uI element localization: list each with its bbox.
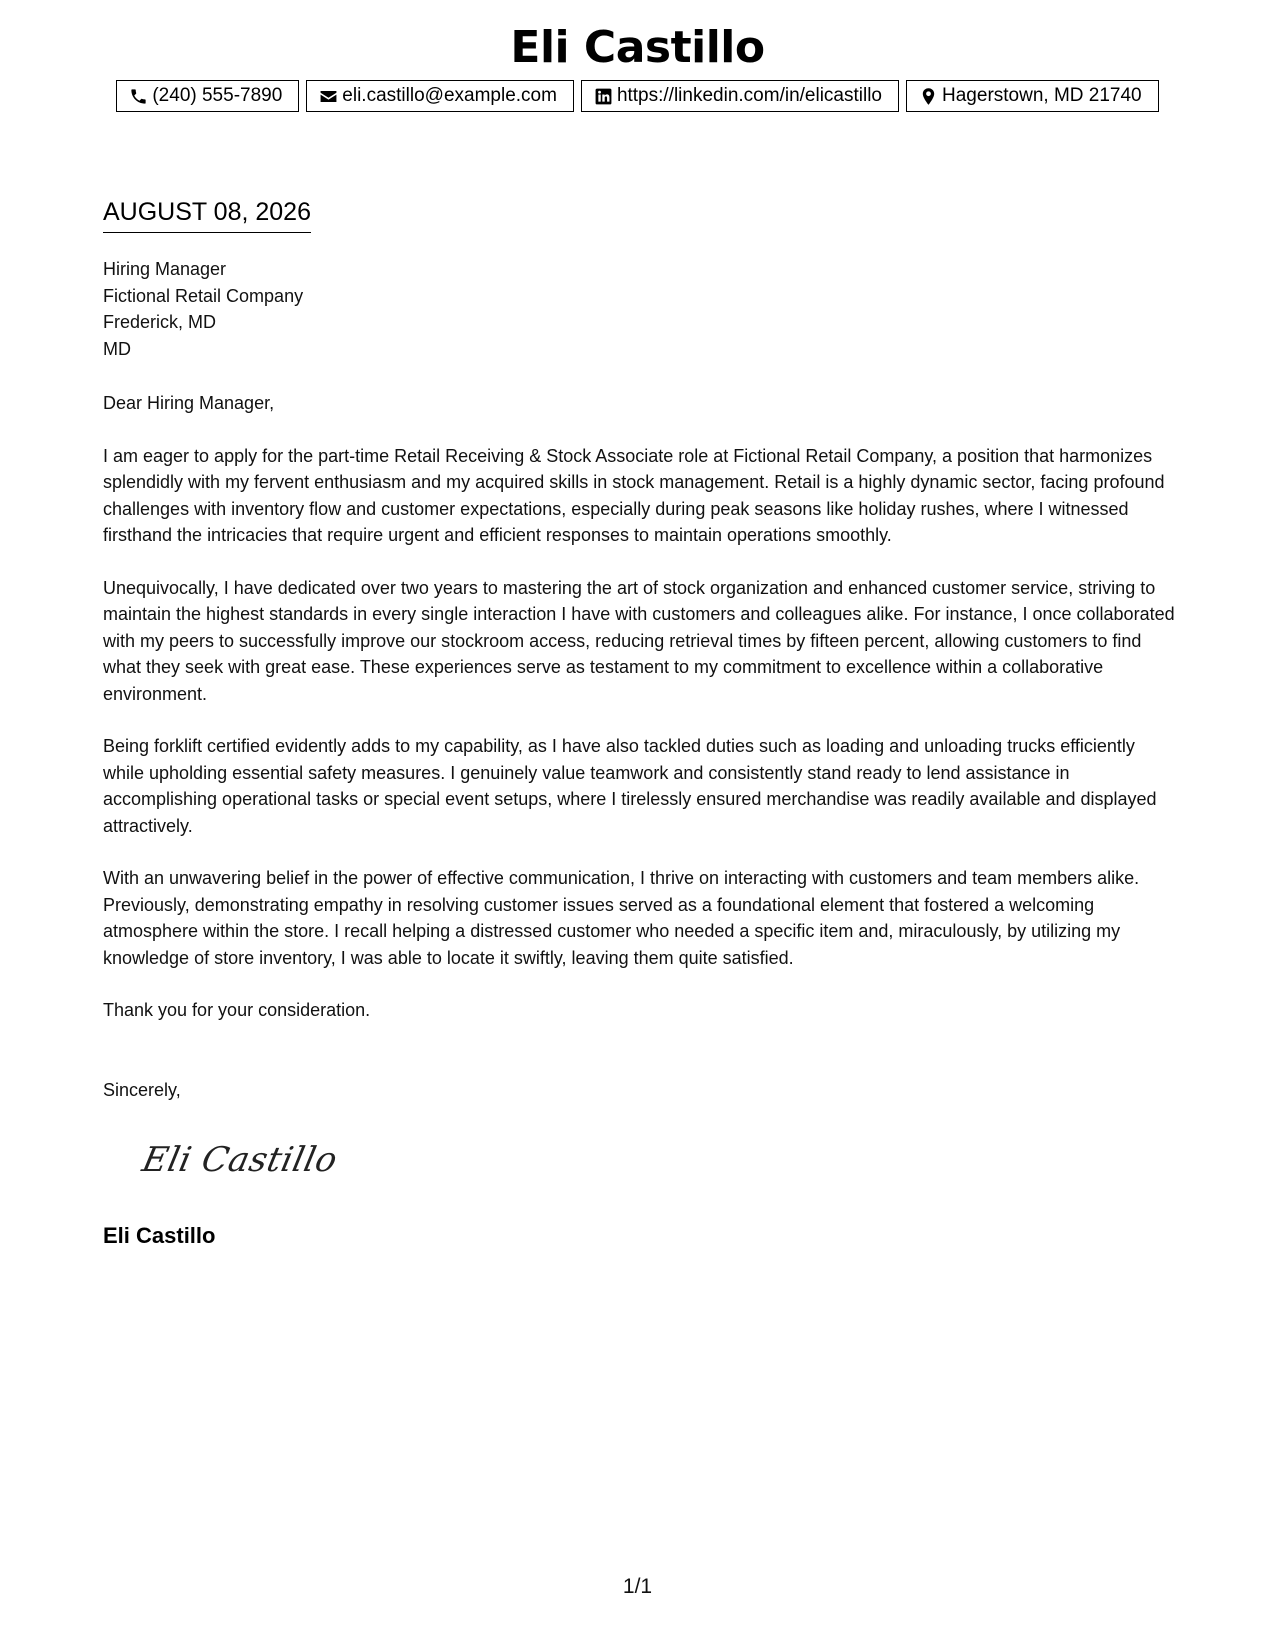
map-pin-icon [919,87,938,106]
linkedin-icon [594,87,613,106]
contact-linkedin-text: https://linkedin.com/in/elicastillo [616,85,883,106]
recipient-block [103,256,303,362]
closing: Sincerely, [103,1080,181,1100]
contact-phone[interactable] [116,80,299,112]
body-paragraph: Unequivocally, I have dedicated over two years to mastering the art of stock organization and enhanced customer service, striving to maintain the highest standards in every single interaction I have with customers and colleagues alike. For instance, I once collaborated with my peers to successfully improve our stockroom access, reducing retrieval times by fifteen percent, allowing customers to find what they seek with great ease. These experiences serve as testament to my commitment to excellence within a collaborative environment. [103,578,1175,704]
phone-icon [129,87,148,106]
contact-email-text: eli.castillo@example.com [342,85,557,106]
page-number: 1/1 [622,1575,653,1598]
recipient-state: MD [103,338,131,359]
applicant-name: Eli Castillo [510,22,765,73]
body-paragraph: Being forklift certified evidently adds to my capability, as I have also tackled duties such as loading and unloading trucks efficiently while upholding essential safety measures. I genuinely value teamwork and consistently stand ready to lend assistance in accomplishing operational tasks or special event setups, where I tirelessly ensured merchandise was readily available and displayed attractively. [103,736,1157,836]
signer-name: Eli Castillo [103,1223,216,1248]
envelope-icon [319,87,338,106]
body-paragraph: I am eager to apply for the part-time Retail Receiving & Stock Associate role at Fictional Retail Company, a position that harmonizes splendidly with my fervent enthusiasm and my acquired skills in stock management. Retail is a highly dynamic sector, facing profound challenges with inventory flow and customer expectations, especially during peak seasons like holiday rushes, where I witnessed firsthand the intricacies that require urgent and efficient responses to maintain operations smoothly. [103,446,1165,546]
recipient-city: Frederick, MD [103,312,217,332]
recipient-company: Fictional Retail Company [103,285,304,306]
contact-location[interactable] [906,80,1159,112]
letter-date: AUGUST 08, 2026 [103,196,311,233]
contact-email[interactable] [306,80,574,112]
contact-location-text: Hagerstown, MD 21740 [942,85,1142,106]
recipient-title: Hiring Manager [103,259,227,279]
contact-bar [0,80,1275,112]
contact-phone-text: (240) 555-7890 [152,85,283,106]
contact-linkedin[interactable] [581,80,899,112]
body-paragraph: With an unwavering belief in the power of effective communication, I thrive on interacting with customers and team members alike. Previously, demonstrating empathy in resolving customer issues served as a foundational element that fostered a welcoming atmosphere within the store. I recall helping a distressed customer who needed a specific item and, miraculously, by utilizing my knowledge of store inventory, I was able to locate it swiftly, leaving them quite satisfied. [103,868,1140,968]
salutation: Dear Hiring Manager, [103,393,275,413]
letter-body [103,443,1178,1050]
thank-you-line: Thank you for your consideration. [103,1000,371,1021]
handwritten-signature: Eli Castillo [138,1140,342,1180]
